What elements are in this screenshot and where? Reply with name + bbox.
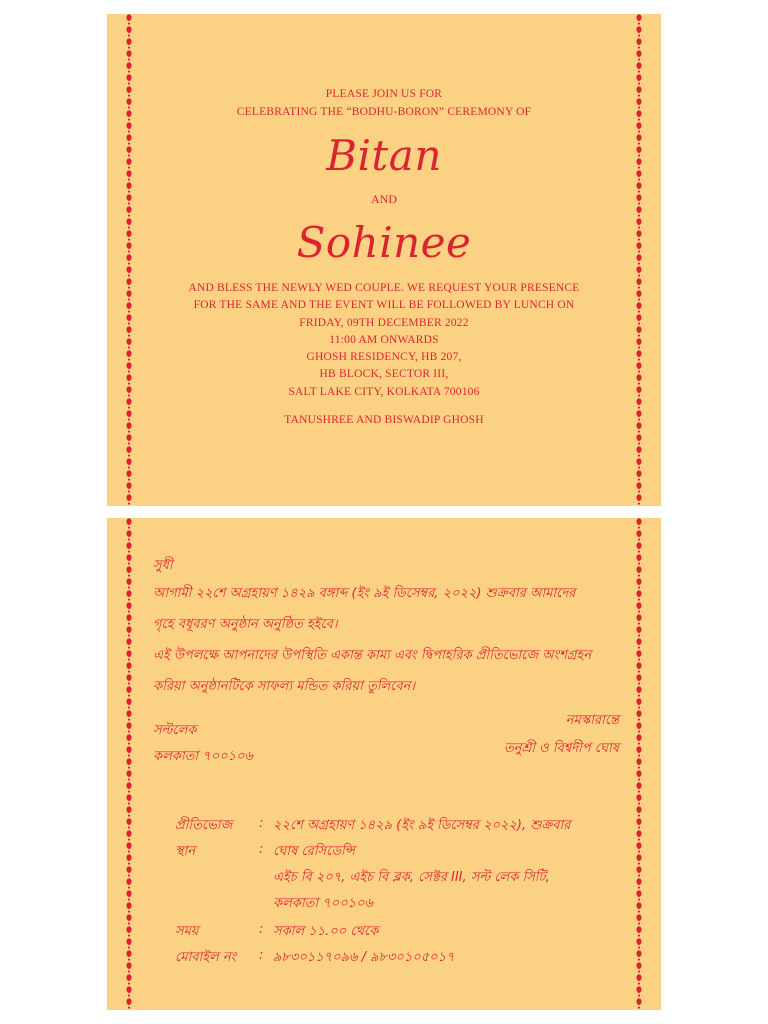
detail-label: প্রীতিভোজ [175, 818, 233, 833]
detail-value: ঘোষ রেসিডেন্সি [273, 844, 355, 859]
bride-name: Sohinee [296, 218, 472, 267]
detail-row-time [107, 922, 661, 948]
detail-colon: : [259, 842, 264, 857]
detail-row-venue-address-1 [107, 868, 661, 894]
detail-value: ২২শে অগ্রহায়ণ ১৪২৯ (ইং ৯ই ডিসেম্বর ২০২২), শুক্রবার [273, 818, 571, 833]
paragraph-line-2: গৃহে বধূবরণ অনুষ্ঠান অনুষ্ঠিত হইবে। [153, 617, 338, 632]
intro-line-1: PLEASE JOIN US FOR [325, 88, 443, 100]
groom-name: Bitan [326, 131, 442, 180]
detail-colon: : [259, 922, 264, 937]
detail-value: ৯৮৩০১১৭০৯৬ / ৯৮৩০১০৫০১৭ [273, 950, 455, 965]
detail-colon: : [259, 816, 264, 831]
detail-colon: : [259, 948, 264, 963]
event-date: FRIDAY, 09TH DECEMBER 2022 [299, 317, 469, 329]
detail-label: মোবাইল নং [175, 950, 237, 965]
invitation-paragraph [153, 578, 623, 702]
detail-label: সময় [175, 924, 199, 939]
venue-line-2: HB BLOCK, SECTOR III, [319, 368, 449, 380]
paragraph-line-1: আগামী ২২শে অগ্রহায়ণ ১৪২৯ বঙ্গাব্দ (ইং ৯ই ডিসেম্বর, ২০২২) শুক্রবার আমাদের [153, 586, 576, 601]
venue-line-1: GHOSH RESIDENCY, HB 207, [306, 351, 462, 363]
hosts-names: TANUSHREE AND BISWADIP GHOSH [284, 414, 484, 426]
english-invitation-card [107, 14, 661, 506]
detail-value: সকাল ১১.০০ থেকে [273, 924, 379, 939]
detail-value: কলকাতা ৭০০১০৬ [273, 896, 374, 911]
hosts-names-bengali: তনুশ্রী ও বিশ্বদীপ ঘোষ [504, 741, 619, 756]
venue-line-3: SALT LAKE CITY, KOLKATA 700106 [288, 386, 480, 398]
intro-line-2: CELEBRATING THE “BODHU-BORON” CEREMONY OF [236, 106, 532, 118]
detail-label: স্থান [175, 844, 196, 859]
paragraph-line-3: এই উপলক্ষে আপনাদের উপস্থিতি একান্ত কাম্য এবং দ্বিপাহরিক প্রীতিভোজে অংশগ্রহন [153, 648, 592, 663]
detail-row-feast [107, 816, 661, 842]
body-line-1: AND BLESS THE NEWLY WED COUPLE. WE REQUEST YOUR PRESENCE [188, 282, 580, 294]
bengali-invitation-card [107, 518, 661, 1010]
event-time: 11:00 AM ONWARDS [329, 334, 439, 346]
detail-row-venue [107, 842, 661, 868]
conjunction: AND [371, 192, 397, 206]
salutation: সুধী [153, 558, 173, 573]
detail-row-venue-address-2 [107, 894, 661, 920]
body-line-2: FOR THE SAME AND THE EVENT WILL BE FOLLOWED BY LUNCH ON [193, 299, 575, 311]
detail-row-mobile [107, 948, 661, 974]
closing-greeting: নমস্কারান্তে [565, 713, 619, 728]
paragraph-line-4: করিয়া অনুষ্ঠানটিকে সাফল্য মন্ডিত করিয়া তুলিবেন। [153, 679, 415, 694]
address-line-2: কলকাতা ৭০০১০৬ [153, 749, 254, 764]
detail-value: এইচ বি ২০৭, এইচ বি ব্লক, সেক্টর III, সল্ট লেক সিটি, [273, 870, 550, 885]
address-line-1: সল্টলেক [153, 723, 197, 738]
